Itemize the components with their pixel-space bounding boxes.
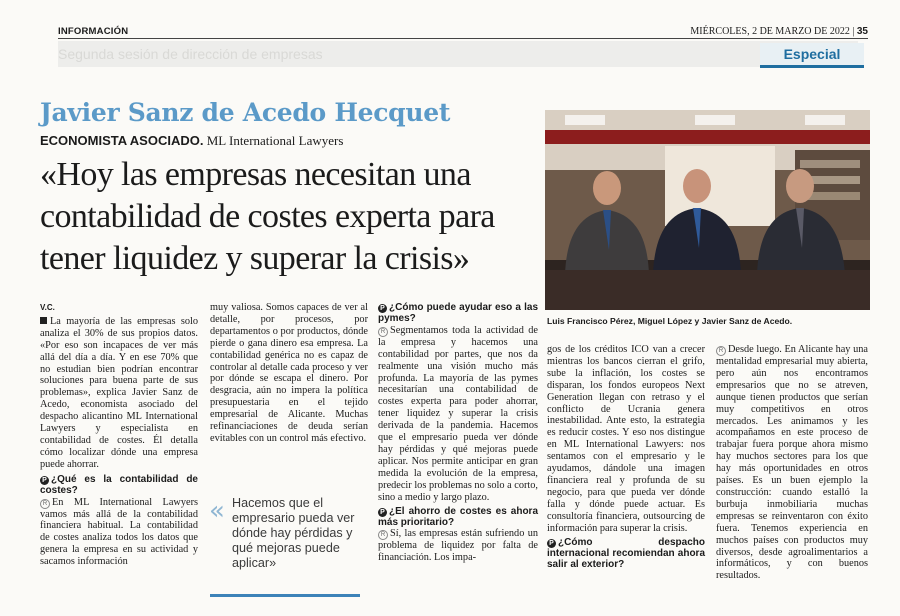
question-mark-icon: P [378, 508, 387, 517]
answer-4 [716, 344, 868, 582]
role-firm: ML International Lawyers [203, 133, 344, 148]
photo-caption: Luis Francisco Pérez, Miguel López y Javier Sanz de Acedo. [547, 316, 793, 326]
especial-underline [760, 65, 864, 68]
question-4-text: ¿Cómo despacho internacional recomiendan ahora salir al exterior? [547, 536, 705, 571]
date-text: MIÉRCOLES, 2 DE MARZO DE 2022 [690, 26, 850, 37]
answer-mark-icon: R [716, 346, 726, 356]
answer-3-text: Sí, las empresas están sufriendo un problema de liquidez por falta de financiación. Los impa- [378, 528, 538, 564]
answer-1 [40, 497, 198, 569]
answer-mark-icon: R [378, 327, 388, 337]
bleed-through-text: Segunda sesión de dirección de empresas [58, 41, 858, 67]
col4-paragraph: gos de los créditos ICO van a crecer mientras los bancos cierran el grifo, sube la inflación, los costes se disparan, los fondos europeos Next Generation llegan con retraso y el conflicto de Ucrania genera inestabilidad. Ante esto, la estrategia es reducir costes. Y eso nos distingue en ML International Lawyers: nos sentamos con el empresario y le ayudamos, dándole una imagen financiera real y profunda de su negocio, para que pueda ver dónde falla y dónde puede actuar. Es consultoría financiera, outsourcing de información para superar la crisis. [547, 344, 705, 534]
page-number: 35 [856, 26, 868, 37]
interviewee-role [40, 133, 343, 149]
column-3 [378, 302, 538, 564]
question-4 [547, 537, 705, 571]
column-1 [40, 302, 198, 568]
photo-illustration [545, 110, 870, 310]
header-rule [58, 38, 868, 39]
answer-2 [378, 325, 538, 504]
question-1-text: ¿Qué es la contabilidad de costes? [40, 473, 198, 497]
column-2 [210, 302, 368, 445]
answer-3 [378, 528, 538, 564]
role-title: ECONOMISTA ASOCIADO. [40, 133, 204, 148]
question-2 [378, 302, 538, 325]
interviewee-name: Javier Sanz de Acedo Hecquet [40, 98, 451, 127]
dateline: MIÉRCOLES, 2 DE MARZO DE 2022 | 35 [690, 26, 868, 37]
column-4 [547, 344, 705, 571]
answer-1-text: En ML International Lawyers vamos más allá de la contabilidad financiera habitual. La contabilidad de costes analiza todos los datos que genera la empresa en su actividad y sacamos información [40, 496, 198, 568]
answer-4-text: Desde luego. En Alicante hay una mentalidad empresarial muy abierta, pero aún nos encontramos empresarios que no se atreven, aunque tienen productos que serían muy competitivos en otros mercados. Les animamos y les acompañamos en este proceso de trabajar fuera porque ahora mismo hay muchos sectores para los que hay más oportunidades en otros países. Es un buen ejemplo la construcción: cuando estalló la burbuja inmobiliaria muchas empresas se reinventaron con éxito fuera. Tenemos experiencia en muchos países con productos muy diversos, desde agroalimentarios a informáticos, y con buenos resultados. [716, 344, 868, 582]
quote-mark-icon: « [209, 496, 225, 526]
question-3 [378, 506, 538, 529]
question-mark-icon: P [378, 304, 387, 313]
question-mark-icon: P [40, 476, 49, 485]
byline: V.C. [40, 303, 55, 312]
pull-quote-rule [210, 594, 360, 597]
column-5 [716, 344, 868, 582]
question-1 [40, 474, 198, 497]
group-photo [545, 110, 870, 310]
square-bullet-icon [40, 317, 47, 324]
answer-mark-icon: R [378, 530, 388, 540]
pull-quote: Hacemos que el empresario pueda ver dónde hay pérdidas y qué mejoras puede aplicar» [232, 496, 355, 570]
intro-text: La mayoría de las empresas solo analiza el 30% de sus propios datos. «Por eso son incapaces de ver más allá del día a día. Y en ese 70% que no estudian bien podrían encontrar soluciones para buena parte de sus problemas», explica Javier Sanz de Acedo, economista asociado del despacho alicantino ML International Lawyers y especialista en contabilidad de costes. Él detalla cómo localizar dónde una empresa puede ahorrar. [40, 315, 198, 470]
intro-paragraph [40, 316, 198, 471]
section-label: INFORMACIÓN [58, 26, 129, 37]
question-2-text: ¿Cómo puede ayudar eso a las pymes? [378, 302, 538, 325]
answer-2-text: Segmentamos toda la actividad de la empresa y hacemos una contabilidad por partes, que nos da realmente una visión mucho más profunda. La mayoría de las pymes necesitarían una contabilidad de costes experta para poder ahorrar, tener liquidez y superar la crisis derivada de la pandemia. Hacemos que el empresario pueda ver dónde hay pérdidas y qué mejoras puede aplicar. Nos permite anticipar en gran medida la evolución de la empresa, predecir los problemas no solo a corto, sino a medio y largo plazo. [378, 324, 538, 503]
answer-mark-icon: R [40, 499, 50, 509]
especial-tag: Especial [760, 43, 864, 65]
question-mark-icon: P [547, 539, 556, 548]
question-3-text: ¿El ahorro de costes es ahora más prioritario? [378, 505, 538, 528]
col2-paragraph: muy valiosa. Somos capaces de ver al detalle, por procesos, por departamentos o por productos, dónde pierde o gana dinero esa empresa. La contabilidad genérica no es capaz de controlar al detalle cada proceso y ver por dónde se escapa el dinero. Por desgracia, aún no impera la política presupuestaria en el tejido empresarial de Alicante. Muchas refinanciaciones de deuda serían evitables con un control más efectivo. [210, 302, 368, 444]
headline: «Hoy las empresas necesitan una contabilidad de costes experta para tener liquidez y superar la crisis» [40, 156, 495, 277]
